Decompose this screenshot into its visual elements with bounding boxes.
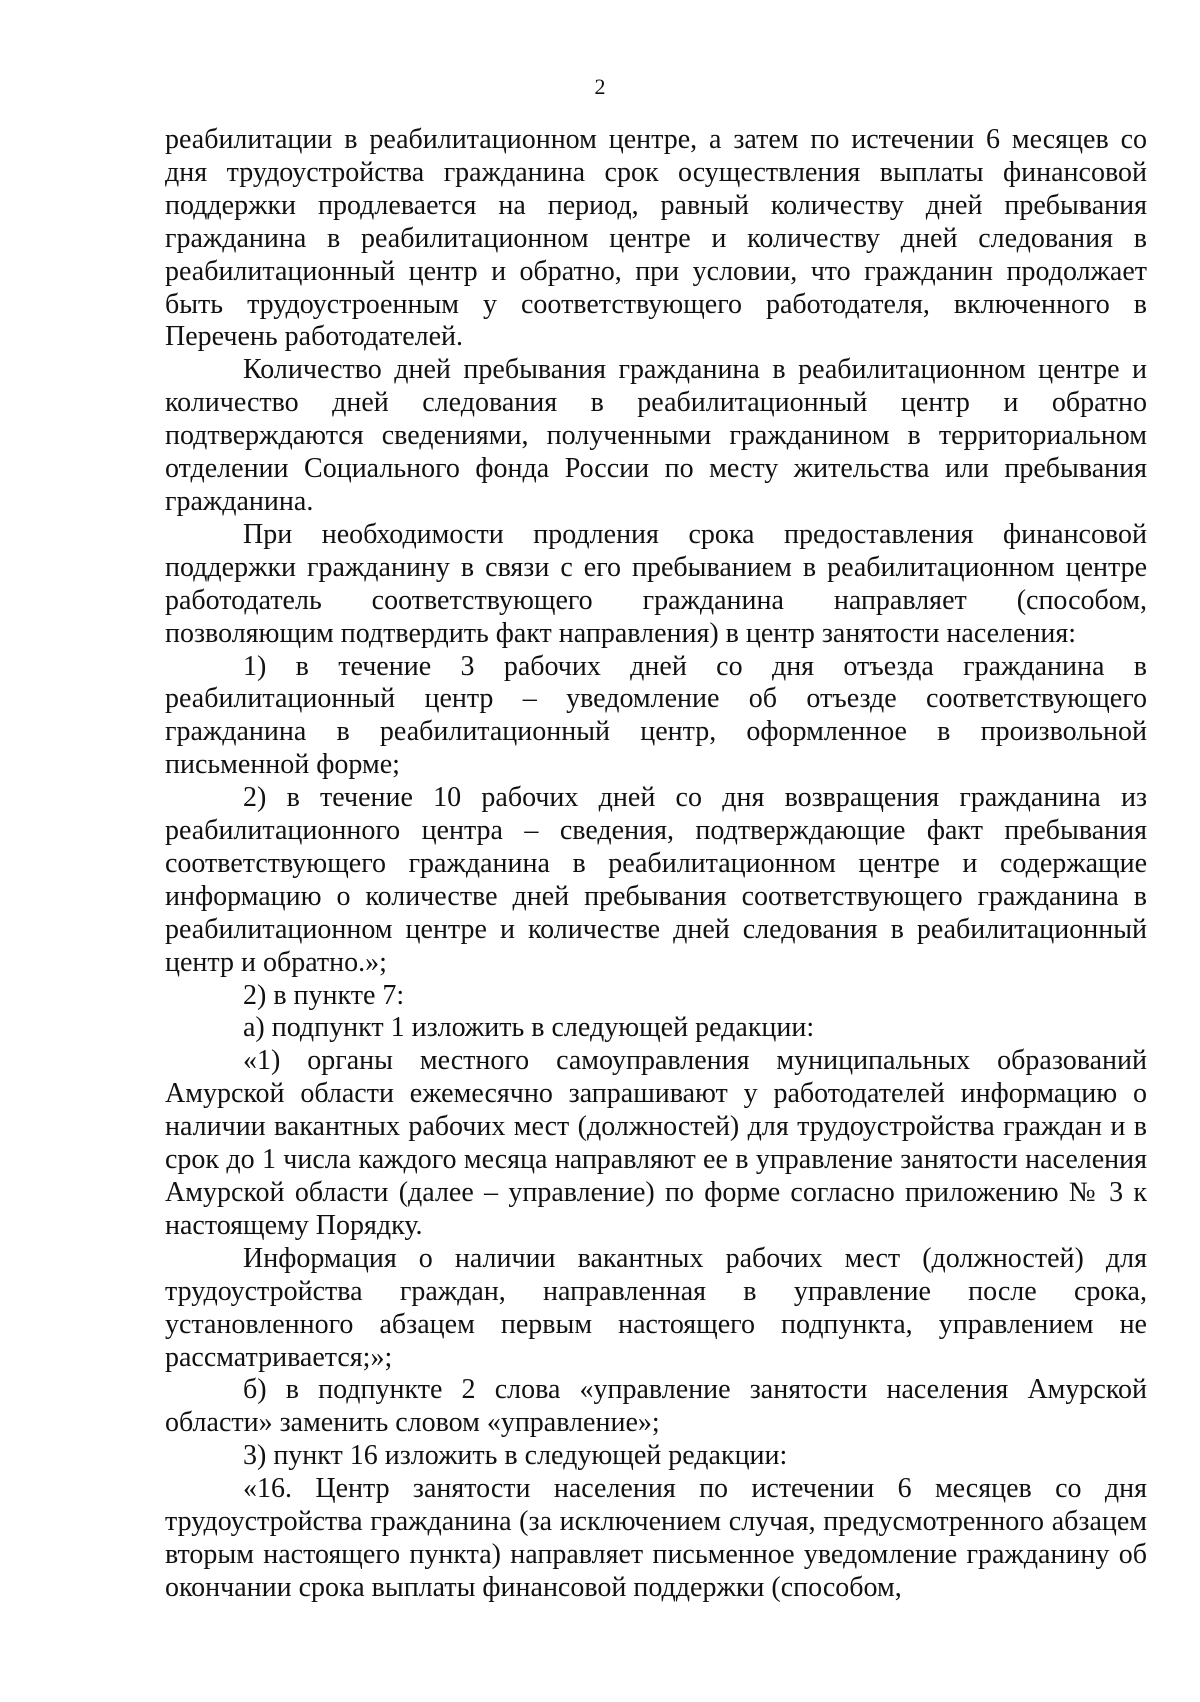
paragraph: При необходимости продления срока предоставления финансовой поддержки гражданину в связи с его пребыванием в реабилитационном центре работодатель соответствующего гражданина направляет (способом, позволяющим подтвердить факт направления) в центр занятости населения: [165,518,1147,649]
quoted-paragraph: «16. Центр занятости населения по истечении 6 месяцев со дня трудоустройства гражданина (за исключением случая, предусмотренного абзацем вторым настоящего пункта) направляет письменное уведомление гражданину об окончании срока выплаты финансовой поддержки (способом, [165,1473,1147,1603]
quoted-paragraph: «1) органы местного самоуправления муниципальных образований Амурской области ежемесячно запрашивают у работодателей информацию о наличии вакантных рабочих мест (должностей) для трудоустройства граждан и в срок до 1 числа каждого месяца направляют ее в управление занятости населения Амурской области (далее – управление) по форме согласно приложению № 3 к настоящему Порядку. [165,1045,1147,1241]
amendment-item: 3) пункт 16 изложить в следующей редакции: [243,1440,788,1472]
list-item: 2) в течение 10 рабочих дней со дня возвращения гражданина из реабилитационного центра – сведения, подтверждающие факт пребывания соответствующего гражданина в реабилитационном центре и содержащие информацию о количестве дней пребывания соответствующего гражданина в реабилитационном центре и количестве дней следования в реабилитационный центр и обратно.»; [165,782,1147,978]
amendment-item: 2) в пункте 7: [243,979,405,1011]
document-body [165,124,1147,1605]
page-number: 2 [594,74,606,99]
paragraph-continuation: реабилитации в реабилитационном центре, а затем по истечении 6 месяцев со дня трудоустройства гражданина срок осуществления выплаты финансовой поддержки продлевается на период, равный количеству дней пребывания гражданина в реабилитационном центре и количеству дней следования в реабилитационный центр и обратно, при условии, что гражданин продолжает быть трудоустроенным у соответствующего работодателя, включенного в Перечень работодателей. [165,124,1147,353]
amendment-subitem: а) подпункт 1 изложить в следующей редакции: [243,1012,815,1044]
list-item: 1) в течение 3 рабочих дней со дня отъезда гражданина в реабилитационный центр – уведомление об отъезде соответствующего гражданина в реабилитационный центр, оформленное в произвольной письменной форме; [165,650,1147,781]
quoted-paragraph: Информация о наличии вакантных рабочих мест (должностей) для трудоустройства граждан, направленная в управление после срока, установленного абзацем первым настоящего подпункта, управлением не рассматривается;»; [165,1242,1147,1373]
amendment-subitem: б) в подпункте 2 слова «управление занятости населения Амурской области» заменить словом «управление»; [165,1374,1147,1439]
paragraph: Количество дней пребывания гражданина в реабилитационном центре и количество дней следования в реабилитационный центр и обратно подтверждаются сведениями, полученными гражданином в территориальном отделении Социального фонда России по месту жительства или пребывания гражданина. [165,354,1147,517]
